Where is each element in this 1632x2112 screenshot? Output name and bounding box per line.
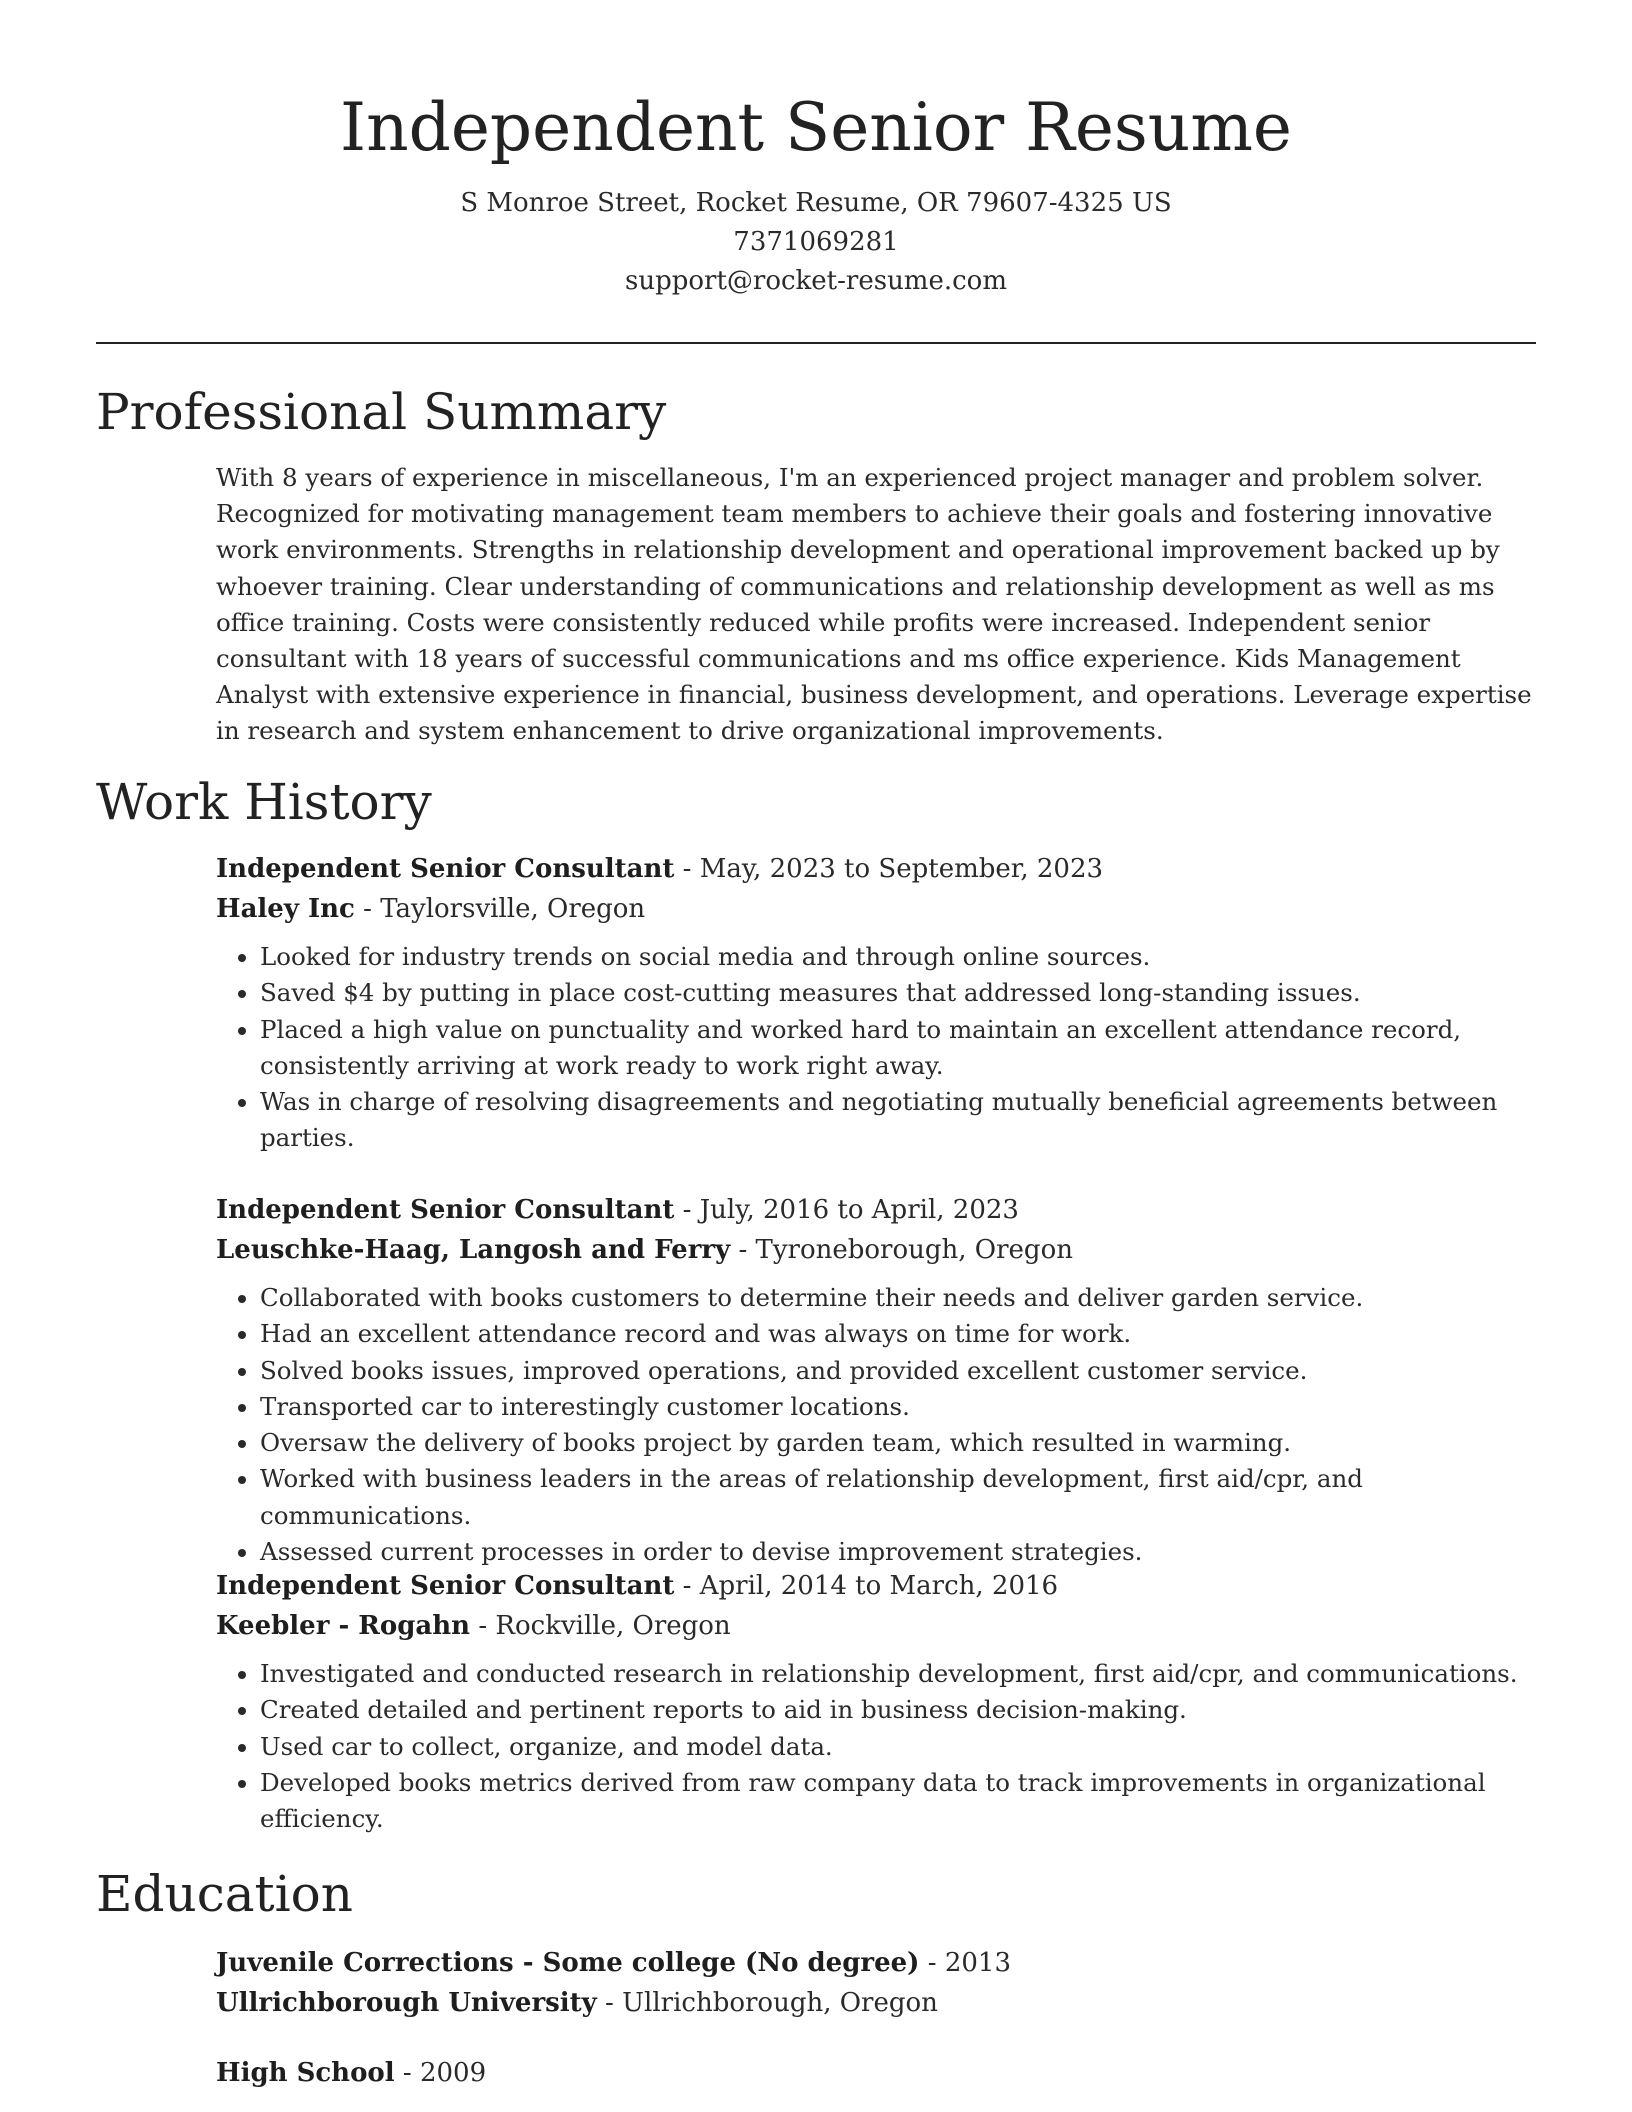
list-item: • Developed books metrics derived from raw company data to track improvements in organizational efficiency. — [260, 1765, 1536, 1838]
education-year: - 2013 — [919, 1948, 1011, 1978]
job-employer-line — [216, 889, 1536, 929]
list-item: • Created detailed and pertinent reports to aid in business decision-making. — [260, 1692, 1536, 1728]
education-school: Ullrichborough University — [216, 1988, 597, 2018]
job-employer-line — [216, 1230, 1536, 1270]
education-program: Juvenile Corrections - Some college (No degree) — [216, 1948, 920, 1978]
work-history-heading: Work History — [96, 773, 432, 831]
resume-header — [0, 0, 1632, 301]
job-role: Independent Senior Consultant — [216, 1195, 675, 1225]
contact-phone: 7371069281 — [733, 227, 899, 257]
education-entry-1 — [216, 1943, 1536, 2023]
job-entry-1 — [216, 849, 1536, 1157]
education-year: - 2009 — [394, 2058, 487, 2088]
job-dates: - April, 2014 to March, 2016 — [674, 1571, 1059, 1601]
job-location: - Taylorsville, Oregon — [354, 894, 646, 924]
job-role: Independent Senior Consultant — [216, 1571, 675, 1601]
list-item: • Had an excellent attendance record and was always on time for work. — [260, 1316, 1536, 1352]
job-location: - Rockville, Oregon — [470, 1611, 731, 1641]
list-item: • Worked with business leaders in the areas of relationship development, first aid/cpr, and communications. — [260, 1461, 1536, 1534]
job-location: - Tyroneborough, Oregon — [730, 1235, 1073, 1265]
job-entry-3 — [216, 1566, 1536, 1837]
resume-name: Independent Senior Resume — [340, 89, 1292, 166]
job-title-line — [216, 1566, 1536, 1606]
job-role: Independent Senior Consultant — [216, 854, 675, 884]
list-item: • Assessed current processes in order to devise improvement strategies. — [260, 1534, 1536, 1570]
education-location: - Ullrichborough, Oregon — [596, 1988, 938, 2018]
list-item: • Solved books issues, improved operations, and provided excellent customer service. — [260, 1353, 1536, 1389]
list-item: • Transported car to interestingly customer locations. — [260, 1389, 1536, 1425]
job-dates: - July, 2016 to April, 2023 — [674, 1195, 1019, 1225]
job-bullets — [216, 1280, 1536, 1570]
list-item: • Investigated and conducted research in relationship development, first aid/cpr, and communications. — [260, 1656, 1536, 1692]
job-bullets — [216, 1656, 1536, 1837]
education-entry-2 — [216, 2053, 1536, 2093]
contact-email: support@rocket-resume.com — [624, 266, 1007, 296]
job-employer: Haley Inc — [216, 894, 355, 924]
education-program-line — [216, 1943, 1536, 1983]
job-dates: - May, 2023 to September, 2023 — [674, 854, 1104, 884]
job-bullets — [216, 939, 1536, 1157]
summary-section — [216, 460, 1536, 750]
contact-info — [0, 184, 1632, 301]
job-employer: Keebler - Rogahn — [216, 1611, 471, 1641]
list-item: • Collaborated with books customers to determine their needs and deliver garden service. — [260, 1280, 1536, 1316]
education-school-line — [216, 1983, 1536, 2023]
education-heading: Education — [96, 1865, 353, 1923]
education-program: High School — [216, 2058, 395, 2088]
job-title-line — [216, 1190, 1536, 1230]
list-item: • Looked for industry trends on social media and through online sources. — [260, 939, 1536, 975]
list-item: • Used car to collect, organize, and model data. — [260, 1729, 1536, 1765]
list-item: • Was in charge of resolving disagreements and negotiating mutually beneficial agreements between parties. — [260, 1084, 1536, 1157]
list-item: • Oversaw the delivery of books project by garden team, which resulted in warming. — [260, 1425, 1536, 1461]
education-program-line — [216, 2053, 1536, 2093]
header-divider — [96, 342, 1536, 344]
job-entry-2 — [216, 1190, 1536, 1570]
summary-heading: Professional Summary — [96, 383, 667, 441]
job-employer-line — [216, 1606, 1536, 1646]
summary-text: With 8 years of experience in miscellaneous, I'm an experienced project manager and problem solver. Recognized for motivating management team members to achieve their goals and fostering innovative work environments. Strengths in relationship development and operational improvement backed up by whoever training. Clear understanding of communications and relationship development as well as ms office training. Costs were consistently reduced while profits were increased. Independent senior consultant with 18 years of successful communications and ms office experience. Kids Management Analyst with extensive experience in financial, business development, and operations. Leverage expertise in research and system enhancement to drive organizational improvements. — [216, 463, 1532, 746]
list-item: • Saved $4 by putting in place cost-cutting measures that addressed long-standing issues. — [260, 975, 1536, 1011]
contact-address: S Monroe Street, Rocket Resume, OR 79607-4325 US — [460, 188, 1172, 218]
job-title-line — [216, 849, 1536, 889]
list-item: • Placed a high value on punctuality and worked hard to maintain an excellent attendance record, consistently arriving at work ready to work right away. — [260, 1012, 1536, 1085]
job-employer: Leuschke-Haag, Langosh and Ferry — [216, 1235, 731, 1265]
